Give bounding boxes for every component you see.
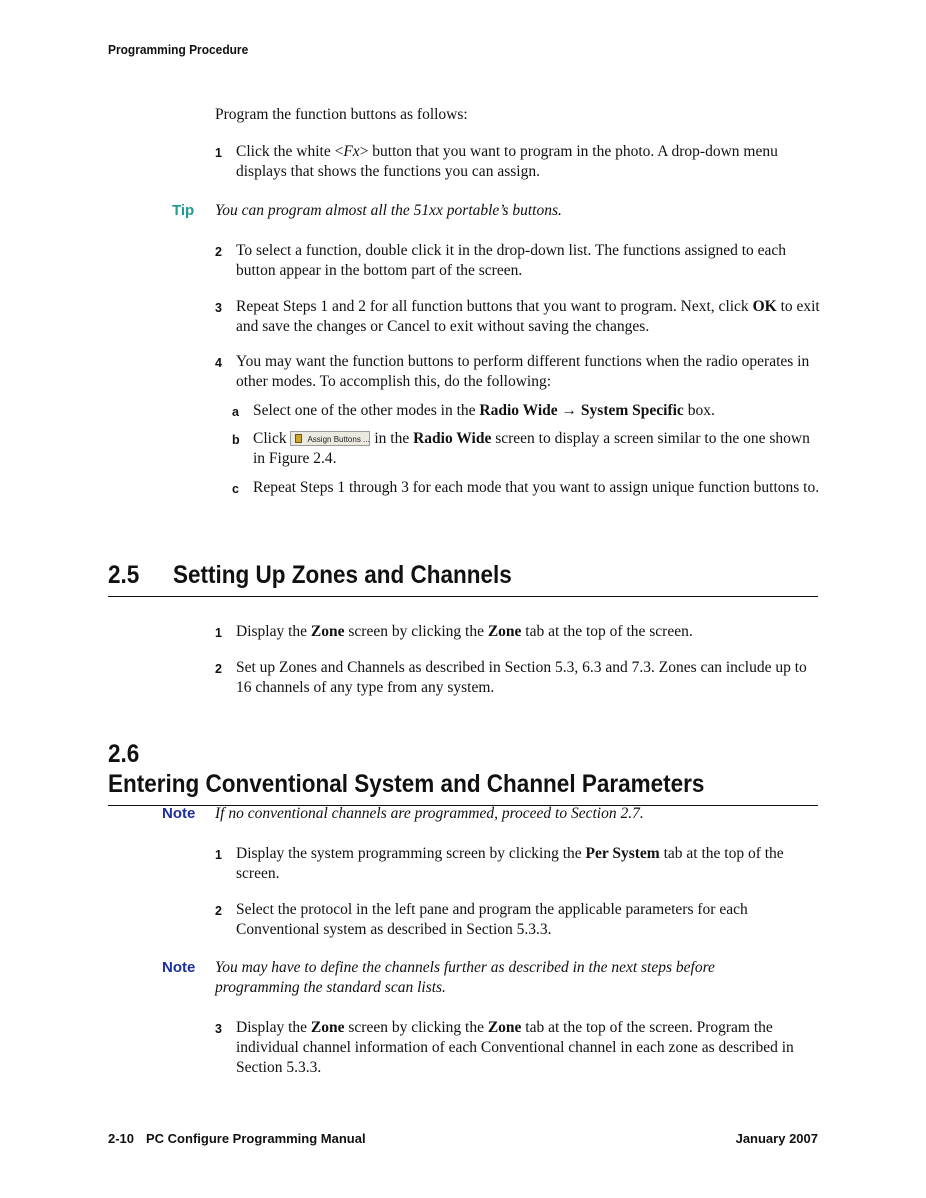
step-text: Repeat Steps 1 and 2 for all function buttons that you want to program. Next, click OK to exit and save the changes or Cancel to exit without saving the changes. bbox=[236, 298, 820, 335]
list-item bbox=[215, 844, 820, 884]
step-text: Click the white <Fx> button that you want to program in the photo. A drop-down menu displays that shows the functions you can assign. bbox=[236, 143, 778, 180]
list-item bbox=[215, 142, 820, 182]
step-text: Display the Zone screen by clicking the Zone tab at the top of the screen. bbox=[236, 623, 693, 640]
step-text: Select the protocol in the left pane and program the applicable parameters for each Conventional system as described in Section 5.3.3. bbox=[236, 901, 748, 938]
substep-letter: b bbox=[232, 433, 240, 447]
substep-letter: c bbox=[232, 482, 239, 496]
step-number: 3 bbox=[215, 301, 222, 315]
tip-text: You can program almost all the 51xx portable’s buttons. bbox=[215, 202, 562, 219]
step-number: 1 bbox=[215, 146, 222, 160]
substep-text: Repeat Steps 1 through 3 for each mode that you want to assign unique function buttons to. bbox=[253, 479, 820, 496]
list-item bbox=[215, 241, 820, 281]
footer-manual-title: PC Configure Programming Manual bbox=[146, 1131, 366, 1146]
step-text: Display the Zone screen by clicking the Zone tab at the top of the screen. Program the individual channel information of each Conventional channel in each zone as described in Section 5.3.3. bbox=[236, 1019, 794, 1076]
substep-letter: a bbox=[232, 405, 239, 419]
substep-text: Select one of the other modes in the Radio Wide → System Specific box. bbox=[253, 402, 715, 419]
step-number: 1 bbox=[215, 848, 222, 862]
substep-text: Click Assign Buttons ... in the Radio Wide screen to display a screen similar to the one shown in Figure 2.4. bbox=[253, 430, 810, 467]
section-heading-2-5 bbox=[108, 560, 818, 597]
list-item bbox=[215, 352, 820, 392]
step-number: 1 bbox=[215, 626, 222, 640]
step-number: 2 bbox=[215, 904, 222, 918]
step-number: 2 bbox=[215, 245, 222, 259]
section-title: Setting Up Zones and Channels bbox=[173, 561, 512, 589]
section-heading-2-6 bbox=[108, 739, 818, 806]
note-text: If no conventional channels are programmed, proceed to Section 2.7. bbox=[215, 805, 644, 822]
step-text: Display the system programming screen by clicking the Per System tab at the top of the screen. bbox=[236, 845, 784, 882]
list-item bbox=[232, 478, 822, 498]
list-item bbox=[215, 1018, 820, 1078]
note-label: Note bbox=[162, 805, 196, 822]
note-text: You may have to define the channels further as described in the next steps before programming the standard scan lists. bbox=[215, 959, 715, 996]
intro-paragraph: Program the function buttons as follows: bbox=[215, 106, 468, 123]
assign-icon bbox=[295, 434, 302, 443]
section-number: 2.5 bbox=[108, 561, 140, 589]
note-label: Note bbox=[162, 959, 196, 976]
list-item bbox=[215, 297, 820, 337]
list-item bbox=[215, 900, 820, 940]
running-header: Programming Procedure bbox=[108, 42, 249, 57]
step-text: Set up Zones and Channels as described in Section 5.3, 6.3 and 7.3. Zones can include up to 16 channels of any type from any system. bbox=[236, 659, 807, 696]
list-item bbox=[232, 429, 822, 469]
list-item bbox=[215, 658, 820, 698]
footer-page-number: 2-10 bbox=[108, 1131, 135, 1146]
assign-buttons-button[interactable]: Assign Buttons ... bbox=[290, 431, 370, 446]
step-number: 2 bbox=[215, 662, 222, 676]
step-number: 4 bbox=[215, 356, 222, 370]
footer-date: January 2007 bbox=[735, 1131, 818, 1146]
step-text: You may want the function buttons to perform different functions when the radio operates in other modes. To accomplish this, do the following: bbox=[236, 353, 810, 390]
tip-label: Tip bbox=[172, 202, 195, 219]
step-number: 3 bbox=[215, 1022, 222, 1036]
list-item bbox=[215, 622, 820, 642]
section-title: Entering Conventional System and Channel Parameters bbox=[108, 770, 705, 798]
section-number: 2.6 bbox=[108, 740, 140, 768]
step-text: To select a function, double click it in the drop-down list. The functions assigned to each button appear in the bottom part of the screen. bbox=[236, 242, 787, 279]
list-item bbox=[232, 401, 822, 421]
